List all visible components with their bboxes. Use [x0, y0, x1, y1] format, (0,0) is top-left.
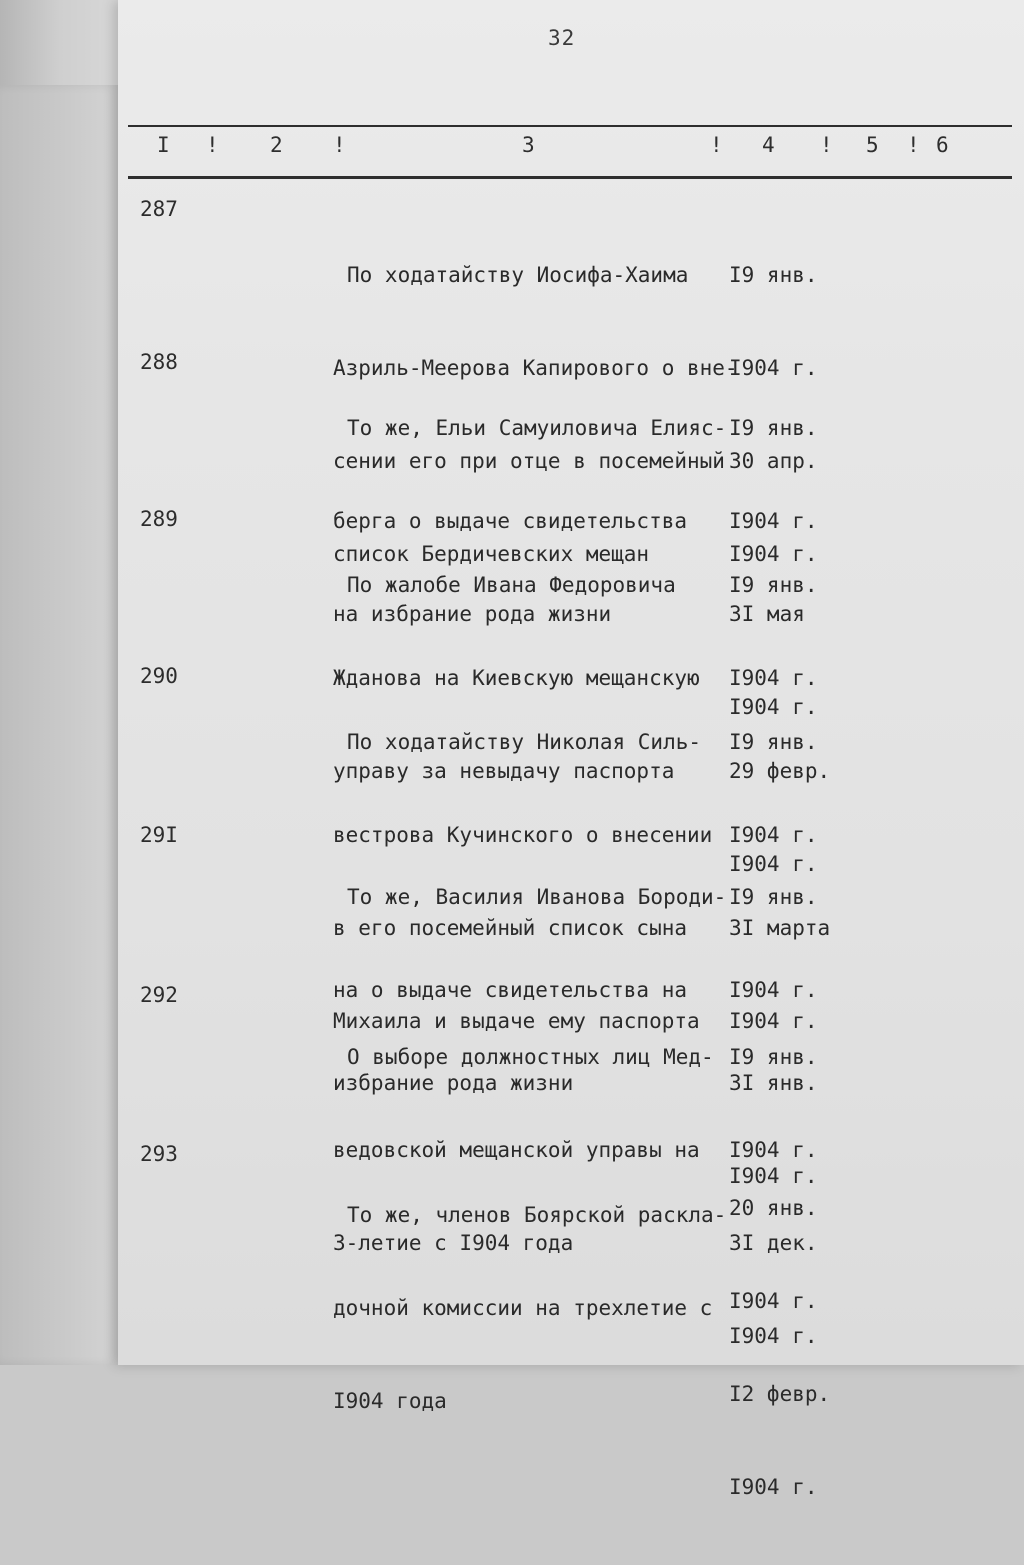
date-line: I904 г.	[729, 1324, 818, 1348]
date-line: I904 г.	[729, 1138, 818, 1162]
date-line: I9 янв.	[729, 263, 818, 287]
header-rule-bottom	[128, 176, 1012, 179]
date-line: I9 янв.	[729, 416, 818, 440]
description-line: Жданова на Киевскую мещанскую	[333, 666, 700, 690]
description-line: По жалобе Ивана Федоровича	[347, 573, 676, 597]
date-line: 30 апр.	[729, 449, 818, 473]
date-line: 3I марта	[729, 916, 831, 940]
date-line: I904 г.	[729, 852, 818, 876]
description-line: По ходатайству Николая Силь-	[347, 730, 702, 754]
column-header-3: 3	[522, 133, 535, 157]
date-line: 3I дек.	[729, 1231, 818, 1255]
column-header-1: I	[157, 133, 170, 157]
date-line: I904 г.	[729, 1164, 818, 1188]
date-line: I904 г.	[729, 509, 818, 533]
entry-number: 292	[140, 983, 178, 1007]
column-header-2: 2	[270, 133, 283, 157]
entry-dates	[729, 1131, 849, 1565]
entry-description	[333, 1138, 733, 1479]
page-number: 32	[548, 26, 576, 50]
date-line: I904 г.	[729, 1475, 818, 1499]
entry-number: 290	[140, 664, 178, 688]
description-line: вестрова Кучинского о внесении	[333, 823, 713, 847]
description-line: сении его при отце в посемейный	[333, 449, 725, 473]
entry-number: 288	[140, 350, 178, 374]
column-separator: !	[710, 133, 723, 157]
date-line: I904 г.	[729, 695, 818, 719]
description-line: I904 года	[333, 1389, 447, 1413]
entry-number: 293	[140, 1142, 178, 1166]
date-line: I904 г.	[729, 356, 818, 380]
date-line: I904 г.	[729, 1009, 818, 1033]
description-line: управу за невыдачу паспорта	[333, 759, 675, 783]
date-line: 3I мая	[729, 602, 805, 626]
description-line: избрание рода жизни	[333, 1071, 574, 1095]
description-line: То же, Василия Иванова Бороди-	[347, 885, 727, 909]
description-line: Азриль-Меерова Капировогo о вне-	[333, 356, 738, 380]
description-line: берга о выдаче свидетельства	[333, 509, 688, 533]
description-line: на избрание рода жизни	[333, 602, 612, 626]
column-header-5: 5	[866, 133, 879, 157]
description-line: Михаила и выдаче ему паспорта	[333, 1009, 700, 1033]
date-line: I904 г.	[729, 978, 818, 1002]
entry-number: 289	[140, 507, 178, 531]
column-separator: !	[333, 133, 346, 157]
column-separator: !	[907, 133, 920, 157]
date-line: I9 янв.	[729, 1045, 818, 1069]
description-line: 3-летие с I904 года	[333, 1231, 574, 1255]
description-line: То же, членов Боярской раскла-	[347, 1203, 727, 1227]
header-rule-top	[128, 125, 1012, 127]
column-separator: !	[206, 133, 219, 157]
date-line: I904 г.	[729, 542, 818, 566]
date-line: I9 янв.	[729, 573, 818, 597]
underlying-page	[0, 85, 120, 1365]
date-line: 20 янв.	[729, 1196, 818, 1220]
description-line: в его посемейный список сына	[333, 916, 688, 940]
description-line: ведовской мещанской управы на	[333, 1138, 700, 1162]
date-line: I904 г.	[729, 823, 818, 847]
entry-number: 287	[140, 197, 178, 221]
date-line: I9 янв.	[729, 885, 818, 909]
entry-number: 29I	[140, 823, 178, 847]
date-line: I904 г.	[729, 1289, 818, 1313]
date-line: I2 февр.	[729, 1382, 831, 1406]
description-line: на о выдаче свидетельства на	[333, 978, 688, 1002]
date-line: 3I янв.	[729, 1071, 818, 1095]
date-line: 29 февр.	[729, 759, 831, 783]
date-line: I9 янв.	[729, 730, 818, 754]
description-line: О выборе должностных лиц Мед-	[347, 1045, 714, 1069]
column-separator: !	[820, 133, 833, 157]
description-line: По ходатайству Иосифа-Хаима	[347, 263, 689, 287]
column-header-4: 4	[762, 133, 775, 157]
description-line: список Бердичевских мещан	[333, 542, 650, 566]
description-line: То же, Ельи Самуиловича Елияс-	[347, 416, 727, 440]
description-line: дочной комиссии на трехлетие с	[333, 1296, 713, 1320]
date-line: I904 г.	[729, 666, 818, 690]
column-header-6: 6	[936, 133, 949, 157]
